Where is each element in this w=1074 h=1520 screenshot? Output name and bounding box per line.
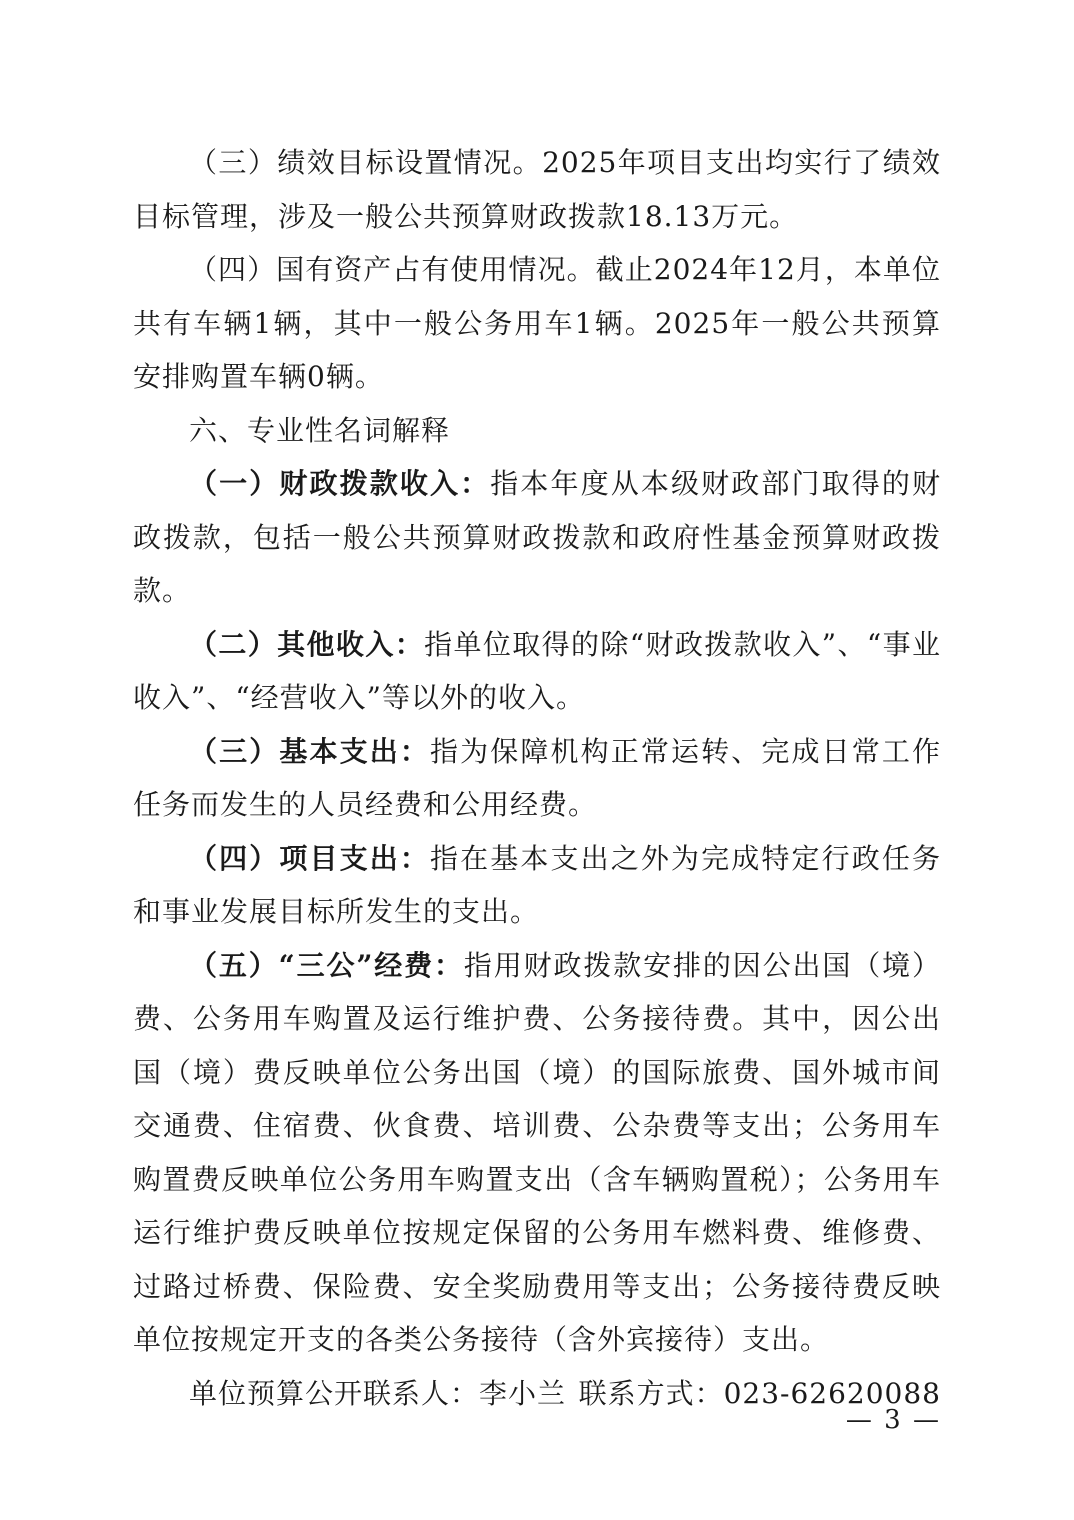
paragraph-state-assets: （四）国有资产占有使用情况。截止2024年12月，本单位共有车辆1辆，其中一般公务用车1辆。2025年一般公共预算安排购置车辆0辆。 [133,253,941,393]
document-body [133,136,941,1420]
page-number: — 3 — [845,1405,941,1435]
definition-text: 指在基本支出之外为完成特定行政任务和事业发展目标所发生的支出。 [133,841,941,928]
contact-person: 单位预算公开联系人：李小兰 [189,1376,567,1410]
contact-line [133,1367,941,1421]
definition-text: 指为保障机构正常运转、完成日常工作任务而发生的人员经费和公用经费。 [133,734,941,821]
definition-term: （四）项目支出： [189,841,430,875]
definition-text: 指用财政拨款安排的因公出国（境）费、公务用车购置及运行维护费、公务接待费。其中，因公出国（境）费反映单位公务出国（境）的国际旅费、国外城市间交通费、住宿费、伙食费、培训费、公杂费等支出；公务用车购置费反映单位公务用车购置支出（含车辆购置税）；公务用车运行维护费反映单位按规定保留的公务用车燃料费、维修费、过路过桥费、保险费、安全奖励费用等支出；公务接待费反映单位按规定开支的各类公务接待（含外宾接待）支出。 [133,948,941,1356]
definition-term: （一）财政拨款收入： [189,467,491,500]
definition-three-public-expenses [133,939,941,1367]
contact-phone: 联系方式：023-62620088 [578,1376,941,1410]
definition-text: 指单位取得的除“财政拨款收入”、“事业收入”、“经营收入”等以外的收入。 [133,627,941,714]
definition-fiscal-appropriation [133,457,941,618]
definition-project-expenditure [133,832,941,939]
definition-other-income [133,618,941,725]
definition-term: （三）基本支出： [189,734,430,768]
definition-basic-expenditure [133,725,941,832]
section-heading: 六、专业性名词解释 [189,413,451,447]
definition-text: 指本年度从本级财政部门取得的财政拨款，包括一般公共预算财政拨款和政府性基金预算财政拨款。 [133,467,941,607]
definition-term: （五）“三公”经费： [189,948,464,982]
paragraph-performance-goals: （三）绩效目标设置情况。2025年项目支出均实行了绩效目标管理，涉及一般公共预算财政拨款18.13万元。 [133,146,941,233]
definition-term: （二）其他收入： [189,627,425,661]
